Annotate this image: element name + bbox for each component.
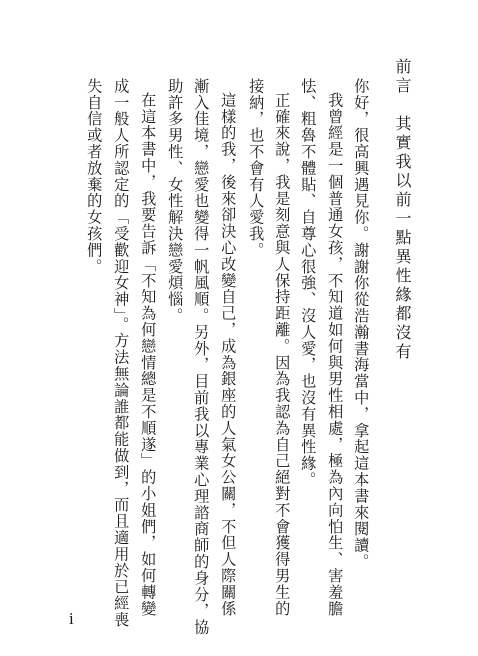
body-column-11: 失自信或者放棄的女孩們。 bbox=[85, 78, 104, 275]
body-column-9: 在這本書中，我要告訴「不知為何戀情總是不順遂」的小姐們，如何轉變 bbox=[139, 92, 158, 617]
body-column-10: 成一般人所認定的「受歡迎女神」。方法無論誰都能做到，而且適用於已經喪 bbox=[112, 78, 131, 628]
page-number: i bbox=[69, 609, 74, 628]
body-column-8: 助許多男性、女性解決戀愛煩惱。 bbox=[166, 78, 185, 324]
body-column-7: 漸入佳境，戀愛也變得一帆風順。另外，目前我以專業心理諮商師的身分，協 bbox=[192, 78, 211, 636]
body-column-2: 我曾經是一個普通女孩，不知道如何與男性相處，極為內向怕生、害羞膽 bbox=[326, 92, 345, 617]
body-column-3: 怯、粗魯不體貼、自尊心很強、沒人愛，也沒有異性緣。 bbox=[299, 78, 318, 488]
body-column-5: 接納，也不會有人愛我。 bbox=[247, 78, 266, 259]
chapter-heading: 前言 其實我以前一點異性緣都沒有 bbox=[393, 58, 412, 362]
body-column-1: 你好，很高興遇見你。謝謝你從浩瀚書海當中，拿起這本書來閱讀。 bbox=[352, 78, 371, 570]
body-column-6: 這樣的我，後來卻決心改變自己，成為銀座的人氣女公關，不但人際關係 bbox=[219, 92, 238, 617]
body-column-4: 正確來說，我是刻意與人保持距離。因為我認為自己絕對不會獲得男生的 bbox=[273, 92, 292, 617]
